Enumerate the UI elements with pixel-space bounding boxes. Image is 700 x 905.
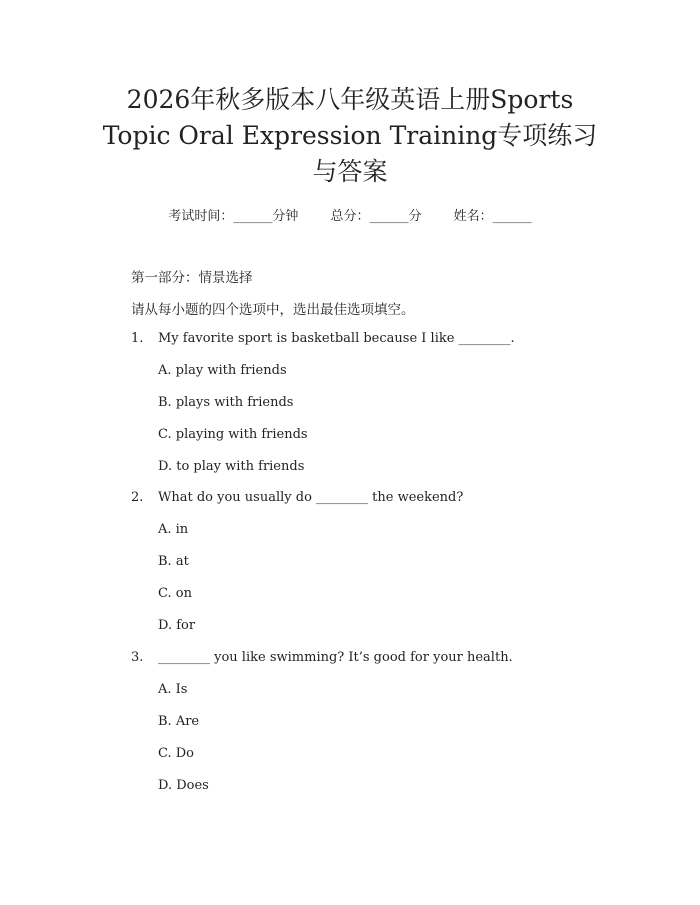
student-name: 姓名：______ [453,209,532,224]
question-2 [131,490,463,505]
question-text: ________ you like swimming? It’s good for your health. [158,650,513,665]
exam-info [0,205,700,224]
option-b: B. at [158,554,189,569]
option-c: C. on [158,586,192,601]
exam-score: 总分：______分 [330,209,422,224]
exam-time: 考试时间：______分钟 [168,209,299,224]
option-c: C. playing with friends [158,427,308,442]
option-d: D. to play with friends [158,459,305,474]
question-text: What do you usually do ________ the weekend? [158,490,464,505]
option-a: A. Is [158,682,188,697]
option-a: A. play with friends [158,363,287,378]
option-b: B. plays with friends [158,395,294,410]
question-number: 1. [131,331,144,346]
question-1 [131,331,515,346]
title-line-2: Topic Oral Expression Training专项练习 [102,121,598,150]
question-3 [131,650,513,665]
question-text: My favorite sport is basketball because I like ________. [158,331,515,346]
document-title [60,82,640,190]
title-line-1: 2026年秋多版本八年级英语上册Sports [126,85,574,114]
question-number: 3. [131,650,144,665]
option-a: A. in [158,522,189,537]
instruction: 请从每小题的四个选项中，选出最佳选项填空。 [131,302,415,318]
question-number: 2. [131,490,144,505]
section-title: 第一部分：情景选择 [131,270,253,286]
option-b: B. Are [158,714,200,729]
option-d: D. Does [158,778,209,793]
option-d: D. for [158,618,196,633]
title-line-3: 与答案 [312,157,388,186]
option-c: C. Do [158,746,194,761]
